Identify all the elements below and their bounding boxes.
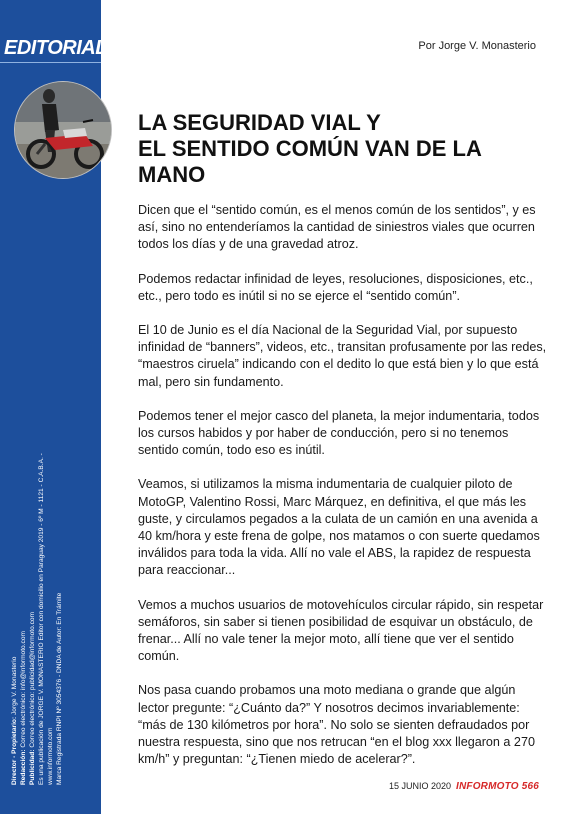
author-byline: Por Jorge V. Monasterio <box>418 40 536 52</box>
issue-date: 15 JUNIO 2020 <box>388 781 451 791</box>
paragraph: Vemos a muchos usuarios de motovehículos circular rápido, sin respetar semáforos, sin saber si tienen posibilidad de esquivar un obstáculo, de frenar... Allí no vale tener la mejor moto, allí tiene que ver el sentido común. <box>138 597 544 664</box>
paragraph: Podemos tener el mejor casco del planeta, la mejor indumentaria, todos los cursos habidos y por haber de conducción, pero si no tenemos sentido común, todo eso es inútil. <box>138 408 540 458</box>
credit-line: Director - Propietario: Jorge V. Monasterio <box>11 656 18 785</box>
section-tag: EDITORIAL <box>4 37 107 59</box>
credits <box>10 365 64 785</box>
divider <box>0 62 101 63</box>
headline-line: MANO <box>138 162 206 187</box>
paragraph: Dicen que el “sentido común, es el menos común de los sentidos”, y es así, sino no entenderíamos la cantidad de siniestros viales que ocurren todos los días y de una gravedad atroz. <box>138 203 536 252</box>
headline <box>138 110 548 188</box>
credit-line: www.informoto.com <box>47 727 54 785</box>
paragraph: Podemos redactar infinidad de leyes, resoluciones, disposiciones, etc., etc., pero todo es inútil si no se ejerce el “sentido común”. <box>138 271 533 303</box>
headline-line: EL SENTIDO COMÚN VAN DE LA <box>138 136 482 161</box>
paragraph: Veamos, si utilizamos la misma indumentaria de cualquier piloto de MotoGP, Valentino Rossi, Marc Márquez, en definitiva, el que más les guste, y circulamos pegados a la culata de un camión en una avenida a 40 km/hora y este frena de golpe, nos matamos o con suerte quedamos inválidos para toda la vida. Allí no vale el ABS, la rapidez de respuesta para reaccionar... <box>138 477 540 578</box>
paragraph: Nos pasa cuando probamos una moto mediana o grande que algún lector pregunte: “¿Cuánto da?” Y nosotros decimos invariablemente: “más de 130 kilómetros por hora”. No solo se sienten defraudados por nuestra respuesta, sino que nos retrucan “en el blog xxx llegaron a 270 km/h” y preguntan: “¿Tienen miedo de acelerar?”. <box>138 683 535 767</box>
author-photo <box>15 82 111 178</box>
page-footer <box>389 781 539 792</box>
credit-line: Redacción: Correo electrónico: info@informoto.com <box>20 630 27 785</box>
credit-line: Marca Registrada RNPI Nº 3054376 - DNDA de Autor: En Trámite <box>56 592 63 785</box>
credit-line: Es una publicación de JORGE V. MONASTERIO Editor con domicilio en Paraguay 2019 - 6º M - 1121 - C.A.B.A. - <box>38 453 45 785</box>
magazine-name: INFORMOTO 566 <box>456 781 539 792</box>
credit-line: Publicidad: Correo electrónico: publicidad@informoto.com <box>29 611 36 785</box>
headline-line: LA SEGURIDAD VIAL Y <box>138 110 381 135</box>
paragraph: El 10 de Junio es el día Nacional de la Seguridad Vial, por supuesto infinidad de “banners”, videos, etc., transitan profusamente por las redes, “maestros ciruela” indicando con el dedito lo que está bien y lo que está mal, pero sin fundamento. <box>138 323 547 389</box>
article-body <box>138 202 548 785</box>
